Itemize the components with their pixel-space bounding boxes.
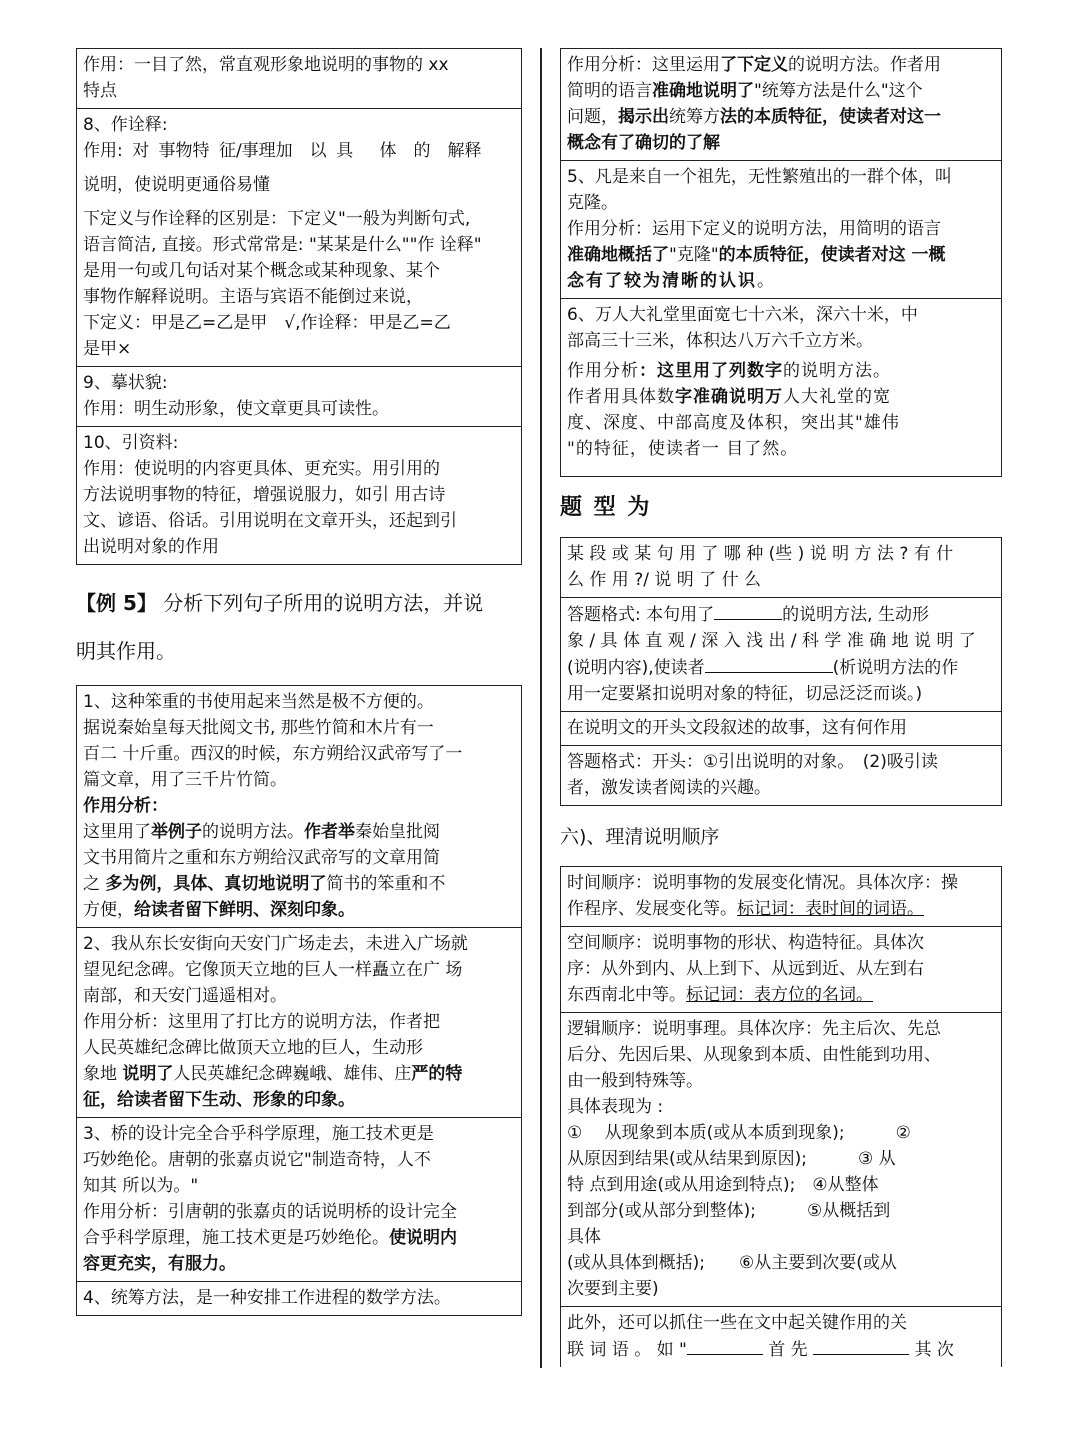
text-run: 秦始皇批阅 (355, 822, 440, 842)
text-run: 简书的笨重和不 (326, 874, 446, 894)
text-line: 克隆。 (567, 193, 618, 213)
time-order-box (560, 866, 1002, 927)
text-run: "克隆" (669, 245, 719, 265)
text-line (83, 1061, 515, 1087)
text-run: 作用分析 (567, 361, 639, 381)
text-line: 是用一句或几句话对某个概念或某种现象、某个 (83, 261, 440, 281)
text-run: 人大礼堂的宽 (783, 387, 891, 407)
text-line (567, 52, 995, 78)
text-line: 2、我从东长安街向天安门广场走去，未进入广场就 (83, 934, 468, 954)
text-run: 揭示出 (618, 107, 669, 127)
text-run: 举例子 (151, 822, 202, 842)
text-line: 出说明对象的作用 (83, 537, 219, 557)
text-run: 字准确说明万 (675, 387, 783, 407)
text-run: 多为例，具体、真切地说明了 (105, 874, 327, 894)
text-line: 作用：明生动形象，使文章更具可读性。 (83, 399, 389, 419)
text-run: 准确地概括了 (567, 245, 669, 265)
question-type-box (560, 537, 1002, 598)
example-6-box (560, 299, 1002, 477)
describe-method-box (76, 367, 522, 427)
question-box (560, 712, 1002, 746)
text-line: 象 / 具 体 直 观 / 深 入 浅 出 / 科 学 准 确 地 说 明 了 (567, 631, 976, 651)
example-4-box (76, 1282, 522, 1316)
text-line: 用一定要紧扣说明对象的特征，切忌泛泛而谈。) (567, 684, 923, 704)
text-run: 法的本质特征，使读者对这一 (720, 107, 941, 127)
text-run: 的说明方法。 (202, 822, 304, 842)
text-run: 了下定义 (720, 55, 788, 75)
text-line: 具体表现为 : (567, 1097, 664, 1117)
text-run: (说明内容),使读者 (567, 658, 705, 678)
right-column (560, 48, 1002, 1367)
text-line: 容更充实，有服力。 (83, 1254, 236, 1274)
text-line (83, 897, 515, 923)
text-line (83, 871, 515, 897)
text-run: 了列数字 (711, 361, 783, 381)
text-line (567, 601, 995, 628)
text-line: 特 点到用途(或从用途到特点); ④从整体 (567, 1175, 879, 1195)
text-run: 给读者留下鲜明、深刻印象。 (134, 900, 355, 920)
text-run: 说明了 (122, 1064, 174, 1084)
answer-blank (714, 601, 782, 620)
text-line: 6、万人大礼堂里面宽七十六米，深六十米，中 (567, 305, 918, 325)
example-text: 分析下列句子所用的说明方法，并说 (156, 591, 484, 615)
text-line: 征，给读者留下生动、形象的印象。 (83, 1090, 355, 1110)
text-line: 时间顺序：说明事物的发展变化情况。具体次序：操 (567, 873, 958, 893)
cite-method-box (76, 427, 522, 565)
text-line: 概念有了确切的了解 (567, 133, 720, 153)
text-line: "的特征，使读者一 目了然。 (567, 439, 799, 459)
answer-blank (687, 1336, 763, 1355)
text-run: 统筹方 (669, 107, 720, 127)
answer-format-box (560, 598, 1002, 712)
connector-words-box (560, 1307, 1002, 1367)
example-text: 明其作用。 (76, 639, 176, 663)
text-line: 次要到主要) (567, 1279, 659, 1299)
text-line: 特点 (83, 81, 117, 101)
text-line: 由一般到特殊等。 (567, 1071, 703, 1091)
text-line: 巧妙绝伦。唐朝的张嘉贞说它"制造奇特，人不 (83, 1150, 431, 1170)
example-5-heading (76, 579, 522, 675)
text-line (567, 896, 995, 922)
text-line: 作用分析：运用下定义的说明方法，用简明的语言 (567, 219, 941, 239)
left-column (76, 48, 522, 1316)
answer-blank (813, 1336, 909, 1355)
text-run: 作者举 (304, 822, 355, 842)
text-line: 序：从外到内、从上到下、从远到近、从左到右 (567, 959, 924, 979)
text-run: 这里用了 (83, 822, 151, 842)
text-line: 么 作 用 ?/ 说 明 了 什 么 (567, 570, 761, 590)
example-1-box (76, 685, 522, 928)
text-run: "统筹方法是什么"这个 (754, 81, 923, 101)
text-run: 标记词：表方位的名词。 (686, 985, 873, 1005)
text-line (567, 982, 995, 1008)
text-line: 文、谚语、俗话。引用说明在文章开头，还起到引 (83, 511, 457, 531)
text-run: 作用分析：这里运用 (567, 55, 720, 75)
text-run: 准确地说明了 (652, 81, 754, 101)
explanation-method-box (76, 109, 522, 367)
text-line: 答题格式：开头：①引出说明的对象。 (2)吸引读 (567, 752, 938, 772)
text-line: 在说明文的开头文段叙述的故事，这有何作用 (567, 718, 907, 738)
example-label: 【例 5】 (76, 591, 157, 615)
answer-format-box (560, 746, 1002, 806)
text-line (567, 78, 995, 104)
text-line (567, 358, 995, 384)
text-line (567, 242, 995, 268)
space-order-box (560, 927, 1002, 1013)
text-line: 空间顺序：说明事物的形状、构造特征。具体次 (567, 933, 924, 953)
text-run: 严的特 (411, 1064, 463, 1084)
text-line: 3、桥的设计完全合乎科学原理，施工技术更是 (83, 1124, 434, 1144)
text-run: (析说明方法的作 (832, 658, 959, 678)
text-run: 的说明方法。作者用 (788, 55, 941, 75)
column-divider (540, 48, 542, 1368)
text-line: 望见纪念碑。它像顶天立地的巨人一样矗立在广 场 (83, 960, 463, 980)
text-run: 作程序、发展变化等。 (567, 899, 737, 919)
text-run: 其 次 (909, 1340, 954, 1360)
text-run: 标记词：表时间的词语。 (737, 899, 924, 919)
text-run: 问题， (567, 107, 618, 127)
text-run: 的说明方法, 生动形 (782, 605, 929, 625)
text-line: 具体 (567, 1227, 601, 1247)
text-line: 度、深度、中部高度及体积，突出其"雄伟 (567, 413, 900, 433)
analysis-block (567, 358, 995, 462)
text-line (567, 268, 995, 294)
section-heading: 六)、理清说明顺序 (560, 826, 720, 848)
text-run: 东西南北中等。 (567, 985, 686, 1005)
text-line: 作用：使说明的内容更具体、更充实。用引用的 (83, 459, 440, 479)
text-line: 据说秦始皇每天批阅文书, 那些竹简和木片有一 (83, 718, 434, 738)
text-line: 文书用简片之重和东方朔给汉武帝写的文章用简 (83, 848, 440, 868)
text-line: (或从具体到概括); ⑥从主要到次要(或从 (567, 1253, 897, 1273)
text-line (83, 1225, 515, 1251)
text-run: 之 (83, 874, 106, 894)
text-line: 作用：一目了然，常直观形象地说明的事物的 xx (83, 55, 449, 75)
text-line: 说明，使说明更通俗易懂 (83, 175, 270, 195)
text-run: 简明的语言 (567, 81, 652, 101)
text-run: 念有了较为清晰的认识 (567, 271, 757, 291)
text-line: 下定义与作诠释的区别是：下定义"一般为判断句式, (83, 209, 471, 229)
text-run: 合乎科学原理，施工技术更是巧妙绝伦。 (83, 1228, 389, 1248)
text-line (83, 819, 515, 845)
logic-order-box (560, 1013, 1002, 1307)
text-line: 此外，还可以抓住一些在文中起关键作用的关 (567, 1313, 907, 1333)
text-line: 某 段 或 某 句 用 了 哪 种 (些 ) 说 明 方 法 ? 有 什 (567, 544, 954, 564)
text-line: 语言简洁, 直接。形式常常是: "某某是什么""作 诠释" (83, 235, 482, 255)
text-line (567, 1336, 995, 1363)
text-run: 使说明内 (389, 1228, 457, 1248)
text-run: 的说明方法。 (783, 361, 891, 381)
text-line: 逻辑顺序：说明事理。具体次序：先主后次、先总 (567, 1019, 941, 1039)
text-run: 。 (757, 271, 776, 291)
text-line: 篇文章，用了三千片竹简。 (83, 770, 287, 790)
text-line (567, 104, 995, 130)
example-5-item-box (560, 161, 1002, 299)
text-line: 5、凡是来自一个祖先，无性繁殖出的一群个体，叫 (567, 167, 952, 187)
text-line: 作用: 对 事物特 征/事理加 以 具 体 的 解释 (83, 141, 482, 161)
text-line: 4、统筹方法，是一种安排工作进程的数学方法。 (83, 1288, 451, 1308)
text-line: 人民英雄纪念碑比做顶天立地的巨人，生动形 (83, 1038, 423, 1058)
example-2-box (76, 928, 522, 1118)
text-line: 知其 所以为。" (83, 1176, 199, 1196)
method-title: 9、摹状貌: (83, 373, 168, 393)
text-run: 象地 (83, 1064, 123, 1084)
text-line: 事物作解释说明。主语与宾语不能倒过来说， (83, 287, 423, 307)
text-line (567, 384, 995, 410)
method-title: 8、作诠释: (83, 115, 168, 135)
analysis-title: 作用分析： (83, 796, 168, 816)
text-line: 部高三十三米，体积达八万六千立方米。 (567, 331, 873, 351)
text-line: 下定义：甲是乙=乙是甲 √,作诠释：甲是乙=乙 (83, 313, 451, 333)
text-line (567, 654, 995, 681)
answer-blank (705, 654, 833, 673)
method-effect-box (76, 48, 522, 109)
text-line: 方法说明事物的特征，增强说服力，如引 用古诗 (83, 485, 446, 505)
text-line: 南部，和天安门遥遥相对。 (83, 986, 287, 1006)
text-run: 首 先 (762, 1340, 814, 1360)
text-run: 的本质特征，使读者对这 一概 (718, 245, 946, 265)
text-line: 作用分析：引唐朝的张嘉贞的话说明桥的设计完全 (83, 1202, 457, 1222)
text-run: 作者用具体数 (567, 387, 675, 407)
text-line: 1、这种笨重的书使用起来当然是极不方便的。 (83, 692, 434, 712)
text-line: 从原因到结果(或从结果到原因); ③ 从 (567, 1149, 896, 1169)
section-heading: 题 型 为 (560, 495, 652, 520)
text-line: 者，激发读者阅读的兴趣。 (567, 778, 771, 798)
text-line: 后分、先因后果、从现象到本质、由性能到功用、 (567, 1045, 941, 1065)
text-run: 方便， (83, 900, 134, 920)
text-line: 是甲× (83, 339, 132, 359)
text-run: 人民英雄纪念碑巍峨、雄伟、庄 (173, 1064, 412, 1084)
text-line: 到部分(或从部分到整体); ⑤从概括到 (567, 1201, 891, 1221)
text-run: 答题格式: 本句用了 (567, 605, 715, 625)
text-line: ① 从现象到本质(或从本质到现象); ② (567, 1123, 911, 1143)
example-3-box (76, 1118, 522, 1282)
text-run: ：这里用 (639, 361, 711, 381)
text-run: 联 词 语 。 如 " (567, 1340, 687, 1360)
method-title: 10、引资料: (83, 433, 179, 453)
text-line: 作用分析：这里用了打比方的说明方法，作者把 (83, 1012, 440, 1032)
text-line: 百二 十斤重。西汉的时候，东方朔给汉武帝写了一 (83, 744, 463, 764)
example-4-analysis-box (560, 48, 1002, 161)
